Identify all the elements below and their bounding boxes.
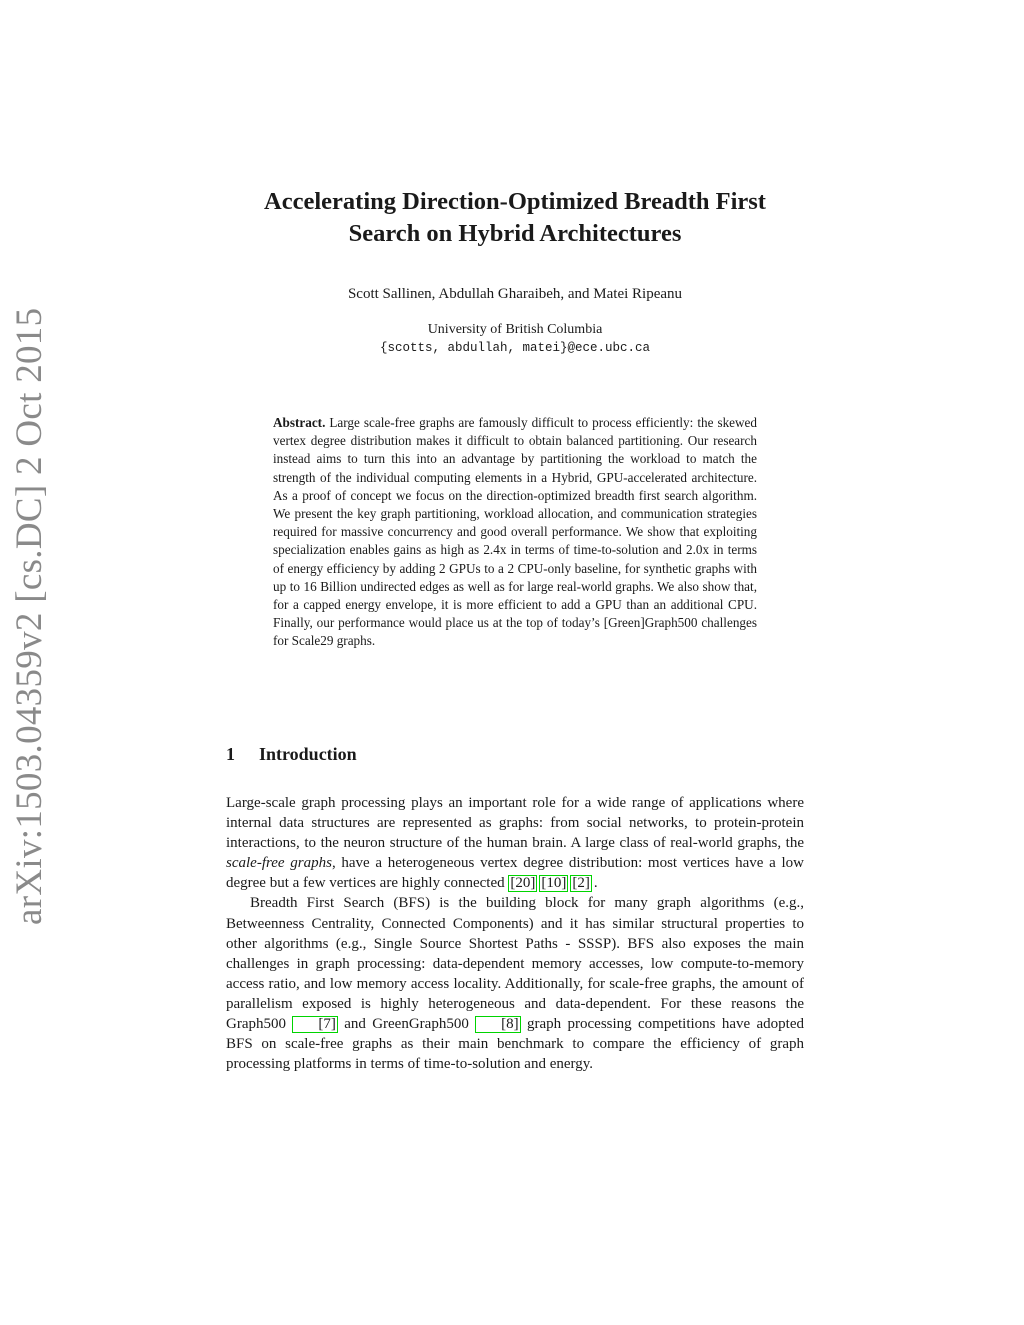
abstract-label: Abstract.: [273, 415, 326, 430]
abstract-text: Large scale-free graphs are famously difficult to process efficiently: the skewed vertex degree distribution makes it difficult to obtain balanced partitioning. Our research instead aims to turn this into an advantage by partitioning the workload to match the strength of the individual computing elements in a Hybrid, GPU-accelerated architecture. As a proof of concept we focus on the direction-optimized breadth first search algorithm. We present the key graph partitioning, workload allocation, and communication strategies required for massive concurrency and good overall performance. We show that exploiting specialization enables gains as high as 2.4x in terms of time-to-solution and 2.0x in terms of energy efficiency by adding 2 GPUs to a 2 CPU-only baseline, for synthetic graphs with up to 16 Billion undirected edges as well as for large real-world graphs. We also show that, for a capped energy envelope, it is more efficient to add a GPU than an additional CPU. Finally, our performance would place us at the top of today’s [Green]Graph500 challenges for Scale29 graphs.: [273, 415, 757, 649]
affiliation-block: [200, 320, 830, 358]
abstract: [273, 414, 757, 651]
author-list: Scott Sallinen, Abdullah Gharaibeh, and Matei Ripeanu: [347, 286, 683, 302]
citation-link[interactable]: [2]: [572, 875, 590, 892]
citation-link[interactable]: [20]: [510, 875, 536, 892]
arxiv-identifier-stamp: arXiv:1503.04359v2 [cs.DC] 2 Oct 2015: [9, 307, 50, 925]
title-line-1: Accelerating Direction-Optimized Breadth First: [264, 188, 766, 215]
paragraph-1: [226, 793, 804, 893]
paper-title: [200, 186, 830, 250]
author-emails: {scotts, abdullah, matei}@ece.ubc.ca: [379, 341, 651, 355]
citation-group: [508, 875, 594, 891]
paragraph-1-text-b: , have a heterogeneous vertex degree distribution: most vertices have a low degree but a few vertices are highly connected: [226, 855, 804, 892]
citation-link-graph500[interactable]: [7]: [292, 1016, 338, 1033]
paragraph-2-text-c: graph processing competitions have adopted BFS on scale-free graphs as their main benchmark to compare the efficiency of graph processing platforms in terms of time-to-solution and energy.: [226, 1016, 804, 1073]
paragraph-2-text-b: and GreenGraph500: [337, 1016, 476, 1033]
affiliation-name: University of British Columbia: [427, 322, 603, 337]
introduction-body: [226, 793, 804, 1074]
section-number: 1: [226, 744, 235, 764]
paragraph-1-end: .: [593, 875, 598, 892]
paragraph-2-text-a: Breadth First Search (BFS) is the building block for many graph algorithms (e.g., Betweenness Centrality, Connected Components) and it has similar structural properties to other algorithms (e.g., Single Source Shortest Paths - SSSP). BFS also exposes the main challenges in graph processing: data-dependent memory accesses, low compute-to-memory access ratio, and low memory access locality. Additionally, for scale-free graphs, the amount of parallelism exposed is highly heterogeneous and data-dependent. For these reasons the Graph500: [226, 895, 804, 1033]
scale-free-term: scale-free graphs: [226, 855, 332, 872]
citation-link-greengraph500[interactable]: [8]: [475, 1016, 521, 1033]
citation-link[interactable]: [10]: [541, 875, 567, 892]
paragraph-2: [226, 893, 804, 1074]
title-line-2: Search on Hybrid Architectures: [348, 220, 682, 247]
section-title: Introduction: [259, 744, 357, 764]
paragraph-1-text-a: Large-scale graph processing plays an important role for a wide range of applications where internal data structures are represented as graphs: from social networks, to protein-protein interactions, to the neuron structure of the human brain. A large class of real-world graphs, the: [226, 795, 804, 852]
section-heading-introduction: [226, 744, 357, 765]
